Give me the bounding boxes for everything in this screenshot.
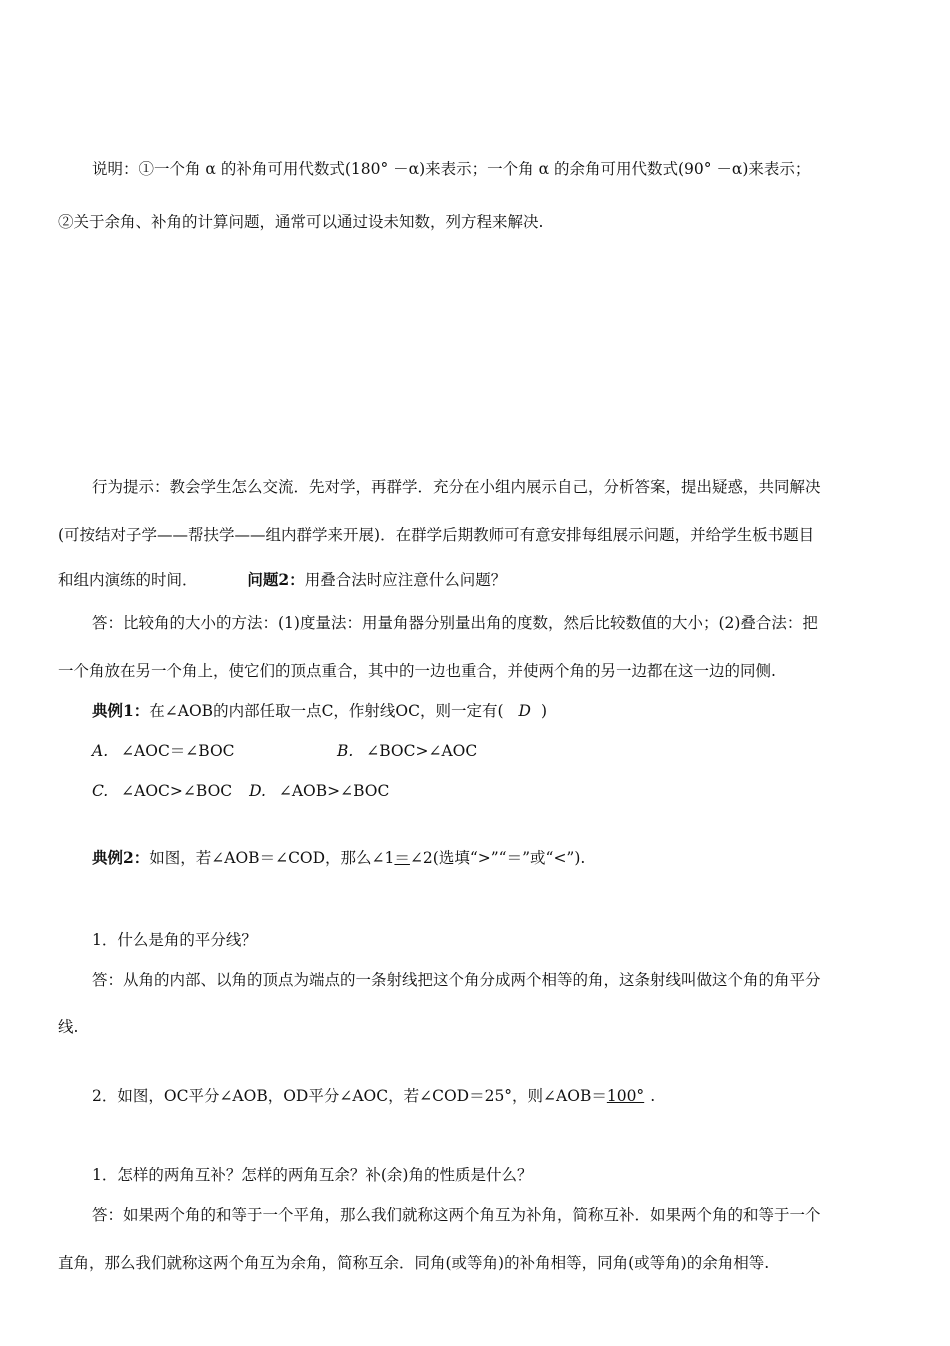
answer-1-line-2: 一个角放在另一个角上，使它们的顶点重合，其中的一边也重合，并使两个角的另一边都在这一边的同侧.	[58, 662, 776, 680]
question-2-exercise-text: 如图，OC平分∠AOB，OD平分∠AOC，若∠COD＝25°，则∠AOB＝	[117, 1087, 607, 1105]
example-2	[92, 847, 585, 869]
question-2-label: 问题2：	[247, 570, 305, 589]
example-2-label: 典例2：	[92, 848, 150, 867]
option-b-text: ∠BOC>∠AOC	[366, 742, 478, 760]
answer-supplementary-line-2: 直角，那么我们就称这两个角互为余角，简称互余．同角(或等角)的补角相等，同角(或等角)的余角相等.	[58, 1254, 770, 1272]
question-2-exercise-end: .	[650, 1087, 656, 1105]
note-line-2: ②关于余角、补角的计算问题，通常可以通过设未知数，列方程来解决.	[58, 213, 544, 231]
hint-line-2: (可按结对子学——帮扶学——组内群学来开展)．在群学后期教师可有意安排每组展示问题，并给学生板书题目	[58, 526, 815, 544]
example-1-option-c-d	[92, 780, 389, 802]
option-a-label: A.	[92, 742, 109, 760]
example-2-text-after: ∠2(选填“>”“＝”或“<”).	[409, 849, 586, 867]
hint-line-3-text: 和组内演练的时间．	[58, 571, 198, 589]
example-2-text-before: 如图，若∠AOB＝∠COD，那么∠1	[149, 849, 395, 867]
example-2-answer-blank: ＝	[394, 849, 410, 867]
example-1	[92, 700, 547, 722]
answer-supplementary-line-1: 答：如果两个角的和等于一个平角，那么我们就称这两个角互为补角，简称互补．如果两个角的和等于一个	[92, 1206, 821, 1224]
option-c-text: ∠AOC>∠BOC	[121, 782, 233, 800]
note-line-1: 说明：①一个角 α 的补角可用代数式(180° －α)来表示；一个角 α 的余角可用代数式(90° －α)来表示；	[92, 160, 811, 178]
option-c-label: C.	[92, 782, 109, 800]
example-1-answer: D	[518, 702, 531, 720]
hint-line-1: 行为提示：教会学生怎么交流．先对学，再群学．充分在小组内展示自己，分析答案，提出疑惑，共同解决	[92, 478, 821, 496]
question-2-exercise	[92, 1085, 655, 1107]
question-angle-bisector: 1．什么是角的平分线？	[92, 931, 257, 949]
example-1-label: 典例1：	[92, 701, 150, 720]
question-2-exercise-answer: 100°	[606, 1087, 645, 1105]
answer-angle-bisector-line-2: 线.	[58, 1018, 79, 1036]
option-b-label: B.	[337, 742, 354, 760]
example-1-option-b	[337, 740, 477, 762]
example-1-option-a	[92, 740, 235, 762]
example-1-close: )	[540, 702, 547, 720]
option-d-text: ∠AOB>∠BOC	[278, 782, 390, 800]
question-supplementary: 1．怎样的两角互补？怎样的两角互余？补(余)角的性质是什么？	[92, 1166, 533, 1184]
example-1-text: 在∠AOB的内部任取一点C，作射线OC，则一定有(	[149, 702, 504, 720]
answer-angle-bisector-line-1: 答：从角的内部、以角的顶点为端点的一条射线把这个角分成两个相等的角，这条射线叫做这个角的角平分	[92, 971, 821, 989]
option-a-text: ∠AOC＝∠BOC	[121, 742, 235, 760]
hint-line-3	[58, 569, 506, 591]
answer-1-line-1: 答：比较角的大小的方法：(1)度量法：用量角器分别量出角的度数，然后比较数值的大小；(2)叠合法：把	[92, 614, 818, 632]
option-d-label: D.	[249, 782, 266, 800]
question-2-text: 用叠合法时应注意什么问题？	[304, 571, 507, 589]
question-2-exercise-label: 2．	[92, 1087, 118, 1105]
